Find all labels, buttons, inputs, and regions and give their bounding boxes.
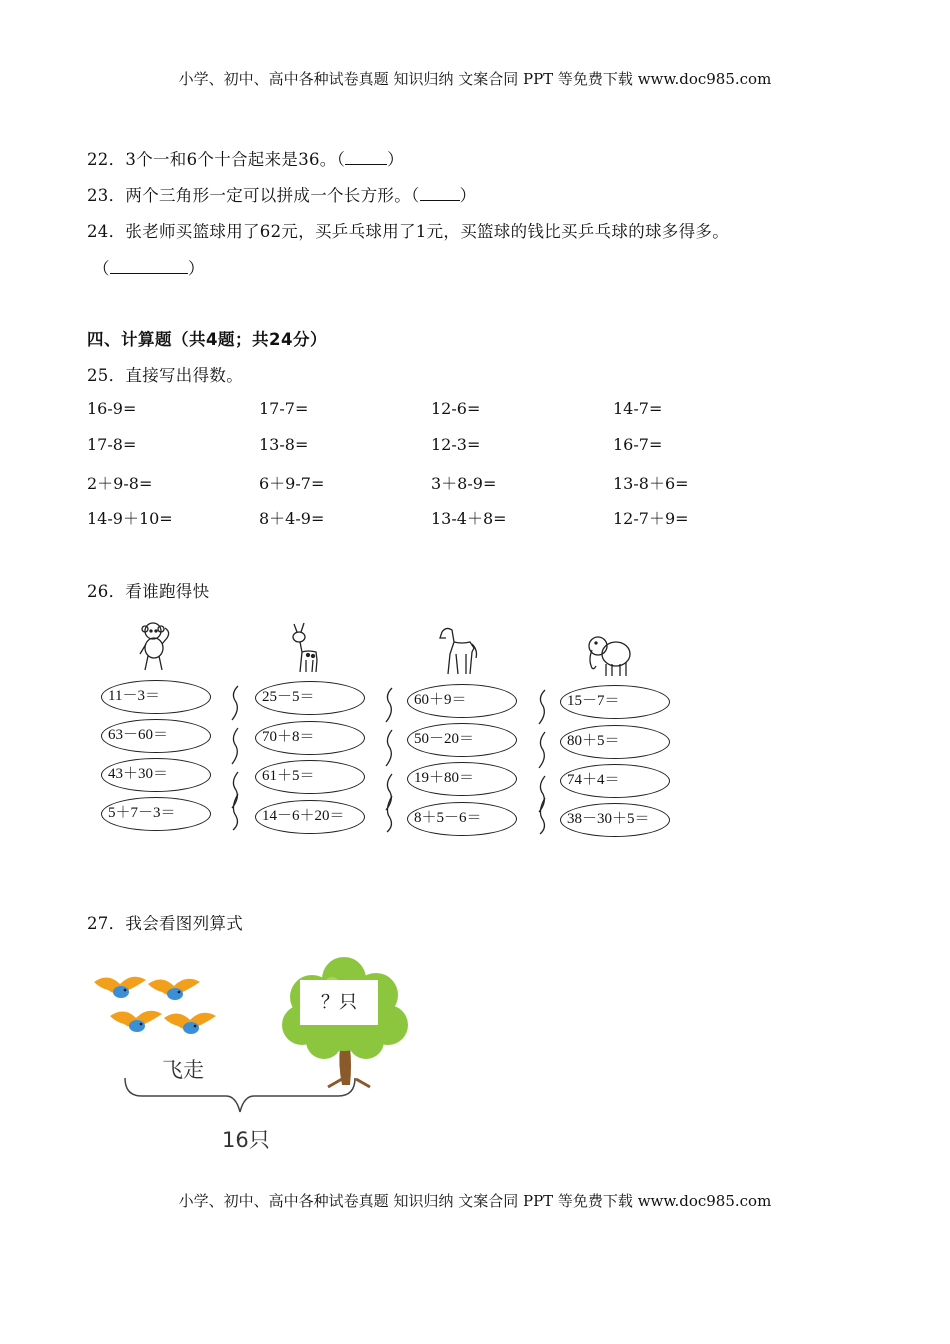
page-header: 小学、初中、高中各种试卷真题 知识归纳 文案合同 PPT 等免费下载 www.doc985.com [178,70,772,88]
race-problem: 80＋5＝ [560,725,670,759]
race-problem: 61＋5＝ [255,760,365,794]
question-22-close: ） [387,150,404,169]
calc-item: 2＋9-8= [87,474,153,493]
total-brace [122,1076,358,1116]
question-22-text: 22．3个一和6个十合起来是36。（ [87,150,346,169]
total-label: 16只 [222,1128,270,1152]
question-27-title: 27．我会看图列算式 [87,914,243,933]
calc-item: 12-3= [431,435,481,454]
calc-item: 3＋8-9= [431,474,497,493]
track-divider [535,686,549,836]
calc-item: 13-4＋8= [431,509,507,528]
calc-item: 8＋4-9= [259,509,325,528]
calc-item: 14-7= [613,399,663,418]
race-problem: 74＋4＝ [560,764,670,798]
question-24-answer-line [93,255,205,279]
section-title: 四、计算题（共4题；共24分） [87,330,327,349]
race-problem: 19＋80＝ [407,762,517,796]
calc-item: 12-6= [431,399,481,418]
race-problem: 15－7＝ [560,685,670,719]
race-problem: 60＋9＝ [407,684,517,718]
calc-item: 17-7= [259,399,309,418]
calc-item: 16-9= [87,399,137,418]
race-problem: 70＋8＝ [255,721,365,755]
answer-blank-23[interactable] [420,186,460,201]
race-problem: 25－5＝ [255,681,365,715]
horse-icon [436,624,480,676]
calc-item: 6＋9-7= [259,474,325,493]
question-24-close: ） [187,259,205,278]
calc-item: 17-8= [87,435,137,454]
track-divider [228,682,242,832]
race-problem: 5＋7－3＝ [101,797,211,831]
monkey-icon [135,620,175,672]
race-problem: 8＋5－6＝ [407,802,517,836]
race-problem: 14－6＋20＝ [255,800,365,834]
question-24-open: （ [93,259,110,278]
flew-away-label: 飞走 [162,1058,204,1082]
race-problem: 11－3＝ [101,680,211,714]
question-22 [87,146,404,170]
answer-blank-22[interactable] [345,150,387,165]
race-problem: 50－20＝ [407,723,517,757]
race-problem: 63－60＝ [101,719,211,753]
deer-icon [286,620,326,675]
question-25-title: 25．直接写出得数。 [87,366,243,385]
calc-item: 16-7= [613,435,663,454]
question-23-text: 23．两个三角形一定可以拼成一个长方形。（ [87,186,420,205]
question-23-close: ） [459,186,477,205]
calc-item: 14-9＋10= [87,509,173,528]
calc-item: 12-7＋9= [613,509,689,528]
calc-item: 13-8= [259,435,309,454]
answer-blank-24[interactable] [110,259,188,274]
calc-item: 13-8＋6= [613,474,689,493]
question-26-title: 26．看谁跑得快 [87,582,210,601]
page-footer: 小学、初中、高中各种试卷真题 知识归纳 文案合同 PPT 等免费下载 www.doc985.com [178,1192,772,1210]
elephant-icon [584,630,634,678]
question-23 [87,182,476,206]
race-problem: 38－30＋5＝ [560,803,670,837]
birds-icon [92,968,227,1048]
question-24: 24．张老师买篮球用了62元，买乒乓球用了1元，买篮球的钱比买乒乓球的球多得多。 [87,222,729,241]
tree-icon [272,955,417,1095]
race-problem: 43＋30＝ [101,758,211,792]
tree-label: ？只 [321,992,357,1013]
track-divider [382,684,396,834]
tree-label-box [300,980,378,1025]
